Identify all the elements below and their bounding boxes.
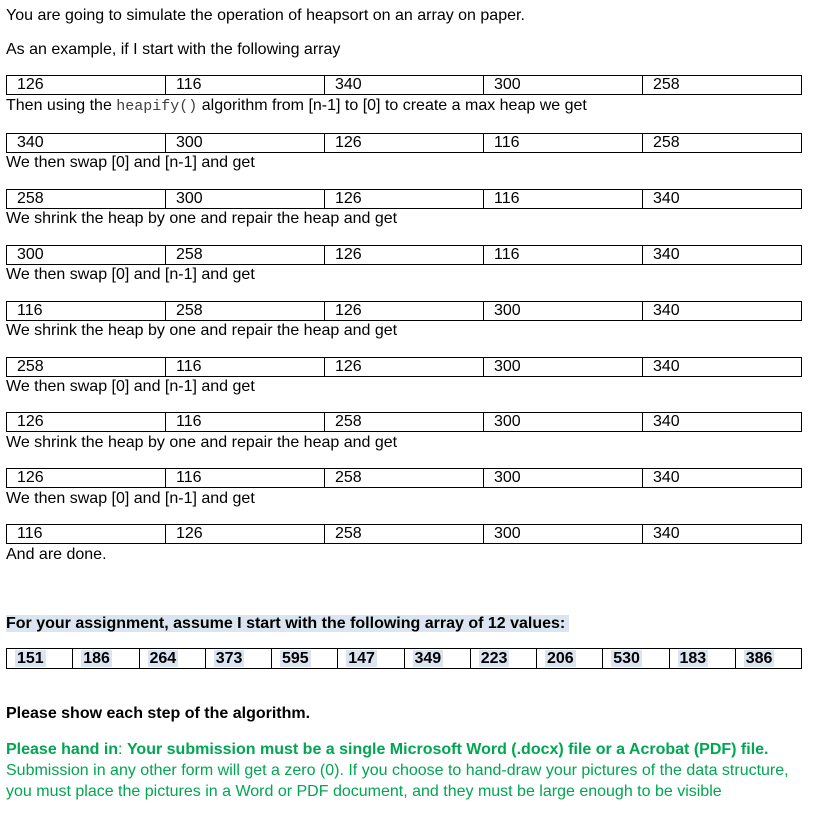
heapify-code: heapify() [116,98,198,115]
example-array-1 [6,133,802,153]
assignment-cell: 386 [735,649,801,669]
step-caption-0 [6,96,587,117]
array-cell: 340 [643,358,802,377]
assignment-cell: 349 [404,649,470,669]
array-cell: 258 [325,413,484,432]
array-cell: 300 [484,76,643,95]
assignment-cell: 183 [669,649,735,669]
array-cell: 126 [7,76,166,95]
array-cell: 258 [325,525,484,544]
assignment-cell: 147 [338,649,404,669]
array-cell: 300 [166,134,325,153]
array-cell: 340 [643,525,802,544]
array-cell: 126 [325,246,484,265]
example-array-3 [6,245,802,265]
intro-line-1: You are going to simulate the operation of heapsort on an array on paper. [6,7,525,24]
array-cell: 340 [325,76,484,95]
step-caption-2: We shrink the heap by one and repair the heap and get [6,210,398,227]
assignment-cell: 595 [272,649,338,669]
array-cell: 116 [484,190,643,209]
assignment-cell: 186 [73,649,139,669]
array-cell: 300 [484,413,643,432]
array-cell: 300 [484,469,643,488]
hand-in-colon: : [118,741,127,758]
step-caption-4: We shrink the heap by one and repair the heap and get [6,322,398,339]
assignment-heading-text: For your assignment, assume I start with the following array of 12 values: [6,615,569,632]
assignment-cell: 206 [537,649,603,669]
assignment-cell: 373 [205,649,271,669]
step-caption-7: We then swap [0] and [n-1] and get [6,490,255,507]
array-cell: 116 [7,302,166,321]
example-array-2 [6,189,802,209]
array-cell: 116 [484,246,643,265]
array-cell: 300 [166,190,325,209]
array-cell: 126 [325,134,484,153]
intro-line-2: As an example, if I start with the following array [6,41,341,58]
assignment-cell: 264 [139,649,205,669]
array-cell: 300 [484,358,643,377]
array-cell: 116 [166,413,325,432]
array-cell: 340 [7,134,166,153]
step-caption-5: We then swap [0] and [n-1] and get [6,378,255,395]
array-cell: 116 [484,134,643,153]
array-cell: 340 [643,413,802,432]
array-cell: 258 [325,469,484,488]
array-cell: 258 [643,76,802,95]
caption-text: algorithm from [n-1] to [0] to create a max heap we get [197,97,587,114]
hand-in-rest: Submission in any other form will get a zero (0). If you choose to hand-draw your pictures of the data structure, you must place the pictures in a Word or PDF document, and they must be large enough to be visible [6,762,789,800]
array-cell: 116 [7,525,166,544]
array-cell: 126 [7,413,166,432]
example-array-5 [6,357,802,377]
assignment-cell: 151 [7,649,73,669]
assignment-cell: 530 [603,649,669,669]
array-cell: 340 [643,469,802,488]
array-cell: 258 [7,358,166,377]
example-array-0 [6,75,802,95]
step-caption-6: We shrink the heap by one and repair the heap and get [6,434,398,451]
array-cell: 126 [166,525,325,544]
caption-text: Then using the [6,97,117,114]
assignment-heading [6,614,569,634]
array-cell: 300 [7,246,166,265]
array-cell: 340 [643,246,802,265]
array-cell: 126 [325,302,484,321]
array-cell: 116 [166,358,325,377]
assignment-cell: 223 [470,649,536,669]
hand-in-label: Please hand in [6,741,119,758]
example-array-4 [6,301,802,321]
assignment-array [6,648,802,669]
array-cell: 300 [484,525,643,544]
array-cell: 258 [643,134,802,153]
array-cell: 340 [643,190,802,209]
array-cell: 258 [7,190,166,209]
example-array-7 [6,468,802,488]
array-cell: 258 [166,302,325,321]
array-cell: 126 [325,358,484,377]
array-cell: 258 [166,246,325,265]
step-caption-1: We then swap [0] and [n-1] and get [6,154,255,171]
array-cell: 300 [484,302,643,321]
example-array-8 [6,524,802,544]
example-array-6 [6,412,802,432]
hand-in-format: Your submission must be a single Microsoft Word (.docx) file or a Acrobat (PDF) file. [126,741,769,758]
array-cell: 116 [166,469,325,488]
array-cell: 340 [643,302,802,321]
array-cell: 116 [166,76,325,95]
assignment-instruction: Please show each step of the algorithm. [6,705,311,722]
array-cell: 126 [7,469,166,488]
step-caption-3: We then swap [0] and [n-1] and get [6,266,255,283]
step-caption-8: And are done. [6,546,107,563]
hand-in-paragraph [6,739,806,802]
array-cell: 126 [325,190,484,209]
